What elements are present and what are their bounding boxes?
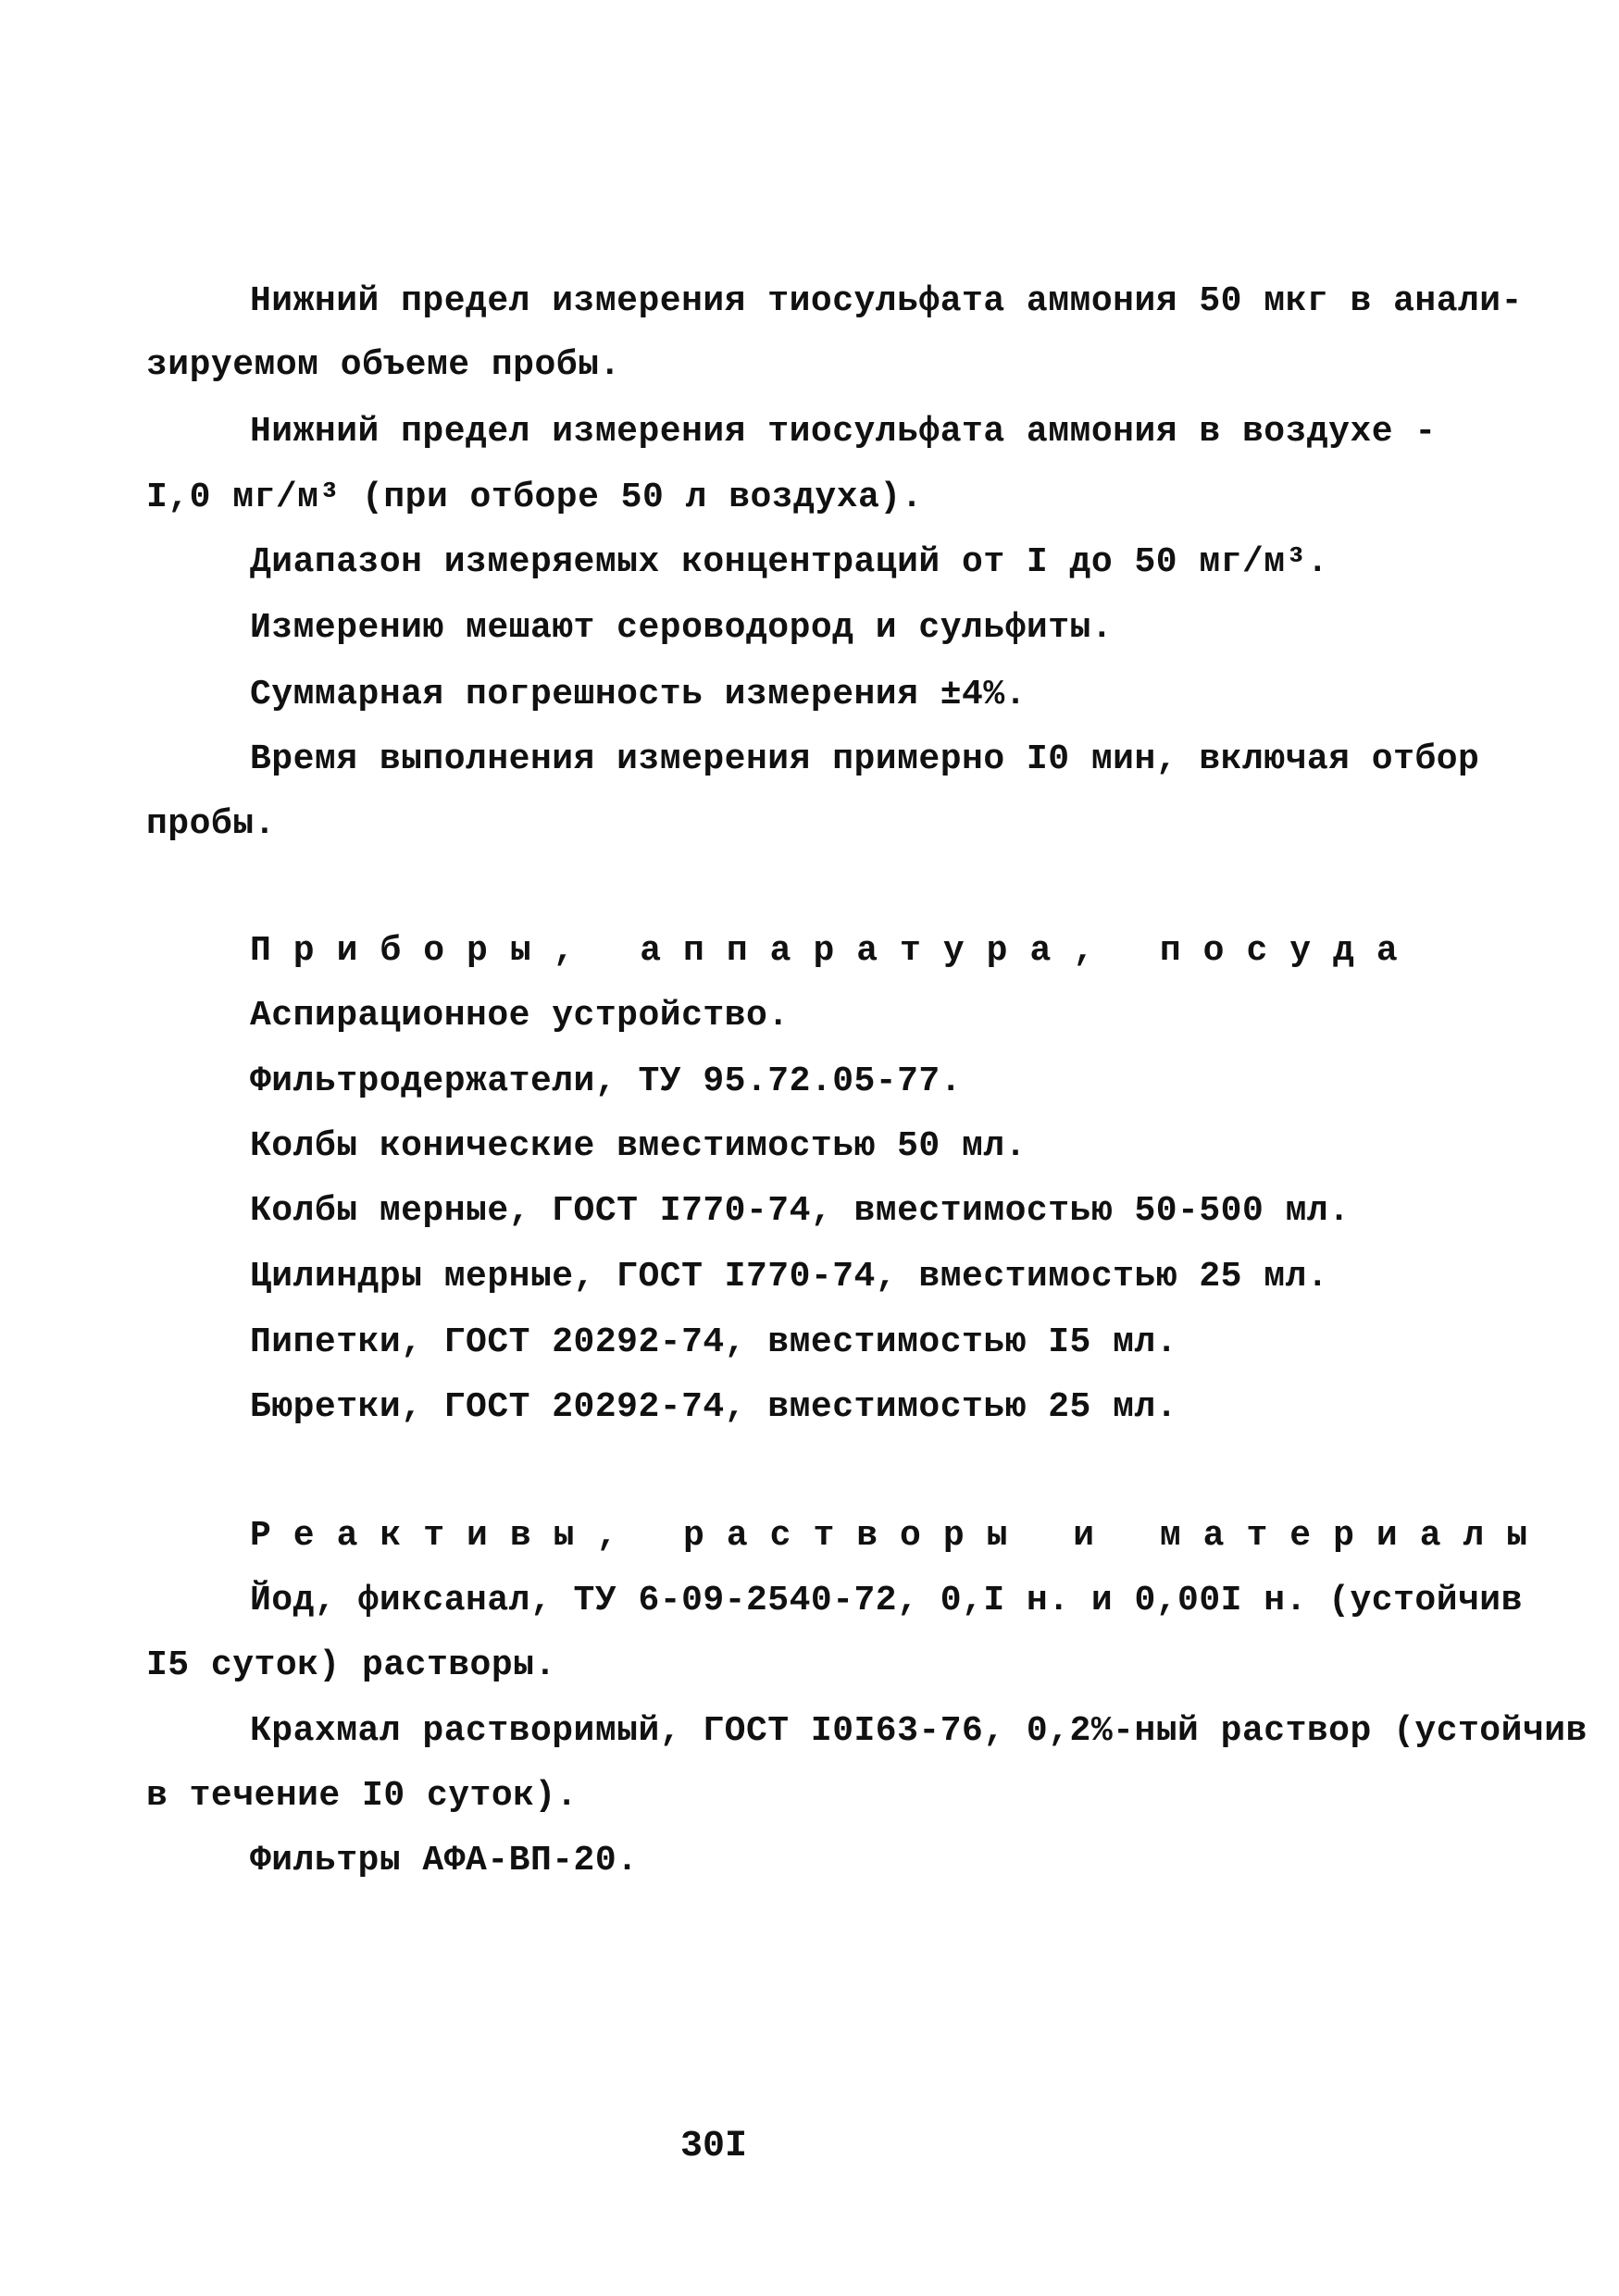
equipment-item: Цилиндры мерные, ГОСТ I770-74, вместимостью 25 мл. (250, 1257, 1329, 1297)
paragraph-line: пробы. (146, 804, 276, 844)
section-heading-reagents: Реактивы, растворы и материалы (250, 1516, 1551, 1556)
equipment-item: Бюретки, ГОСТ 20292-74, вместимостью 25 мл. (250, 1387, 1178, 1427)
paragraph-line: I,0 мг/м³ (при отборе 50 л воздуха). (146, 478, 923, 517)
paragraph-line: Время выполнения измерения примерно I0 мин, включая отбор (250, 739, 1480, 779)
reagent-item: I5 суток) растворы. (146, 1645, 556, 1685)
paragraph-line: Диапазон измеряемых концентраций от I до 50 мг/м³. (250, 542, 1329, 582)
paragraph-line: Нижний предел измерения тиосульфата аммония 50 мкг в анали- (250, 281, 1523, 321)
reagent-item: в течение I0 суток). (146, 1776, 579, 1816)
equipment-item: Аспирационное устройство. (250, 996, 790, 1036)
reagent-item: Крахмал растворимый, ГОСТ I0I63-76, 0,2%-ный раствор (устойчив (250, 1711, 1588, 1751)
equipment-item: Колбы мерные, ГОСТ I770-74, вместимостью 50-500 мл. (250, 1191, 1351, 1231)
paragraph-line: Измерению мешают сероводород и сульфиты. (250, 608, 1114, 648)
reagent-item: Йод, фиксанал, ТУ 6-09-2540-72, 0,I н. и 0,00I н. (устойчив (250, 1581, 1523, 1620)
section-heading-equipment: Приборы, аппаратура, посуда (250, 931, 1420, 971)
paragraph-line: Суммарная погрешность измерения ±4%. (250, 675, 1027, 714)
page-number: 30I (680, 2126, 748, 2167)
paragraph-line: Нижний предел измерения тиосульфата аммония в воздухе - (250, 412, 1437, 452)
paragraph-line: зируемом объеме пробы. (146, 345, 621, 385)
equipment-item: Колбы конические вместимостью 50 мл. (250, 1126, 1027, 1166)
equipment-item: Фильтродержатели, ТУ 95.72.05-77. (250, 1061, 963, 1101)
equipment-item: Пипетки, ГОСТ 20292-74, вместимостью I5 мл. (250, 1322, 1178, 1362)
reagent-item: Фильтры АФА-ВП-20. (250, 1841, 639, 1880)
